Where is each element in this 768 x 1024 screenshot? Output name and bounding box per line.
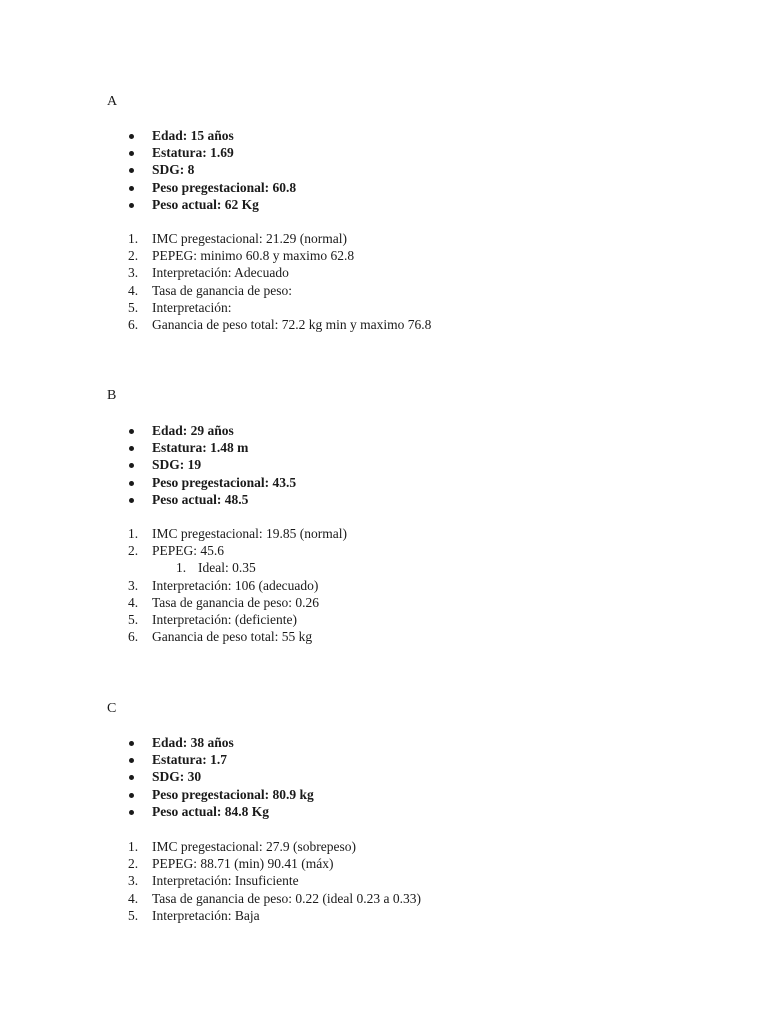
bullet-icon bbox=[129, 741, 134, 746]
bullet-icon bbox=[129, 429, 134, 434]
bullet-icon bbox=[129, 775, 134, 780]
bullet-icon bbox=[129, 810, 134, 815]
section-title: A bbox=[107, 94, 118, 109]
bullet-icon bbox=[129, 463, 134, 468]
bullet-icon bbox=[129, 481, 134, 486]
bullet-icon bbox=[129, 446, 134, 451]
bullet-icon bbox=[129, 134, 134, 139]
bullet-icon bbox=[129, 793, 134, 798]
bullet-icon bbox=[129, 186, 134, 191]
bullet-icon bbox=[129, 151, 134, 156]
section-title: B bbox=[107, 388, 117, 403]
bullet-icon bbox=[129, 168, 134, 173]
bullet-icon bbox=[129, 498, 134, 503]
document-page: A Edad: 15 años Estatura: 1.69 SDG: 8 Peso pregestacional: 60.8 Peso actual: 62 Kg 1. IMC pregestacional: 21.29 (normal) 2. PEPEG: minimo 60.8 y maximo 62.8 3. Interpretación: Adecuado 4. Tasa de ganancia de peso: 5. Interpretación: 6. Ganancia de peso total: 72.2 kg min y maximo 76.8 B Edad: 29 años Estatura: 1.48 m SDG: 19 Peso pregestacional: 43.5 Peso actual: 48.5 1. IMC pregestacional: 19.85 (normal) 2. PEPEG: 45.6 1. Ideal: 0.35 3. Interpretación: 106 (adecuado) 4. Tasa de ganancia de peso: 0.26 5. Interpretación: (deficiente) 6. Ganancia de peso total: 55 kg C Edad: 38 años Estatura: 1.7 SDG: 30 Peso pregestacional: 80.9 kg Peso actual: 84.8 Kg 1. IMC pregestacional: 27.9 (sobrepeso) 2. PEPEG: 88.71 (min) 90.41 (máx) 3. Interpretación: Insuficiente 4. Tasa de ganancia de peso: 0.22 (ideal 0.23 a 0.33) 5. Interpretación: Baja bbox=[107, 94, 432, 923]
section-title: C bbox=[107, 701, 117, 716]
bullet-icon bbox=[129, 758, 134, 763]
bullet-icon bbox=[129, 203, 134, 208]
